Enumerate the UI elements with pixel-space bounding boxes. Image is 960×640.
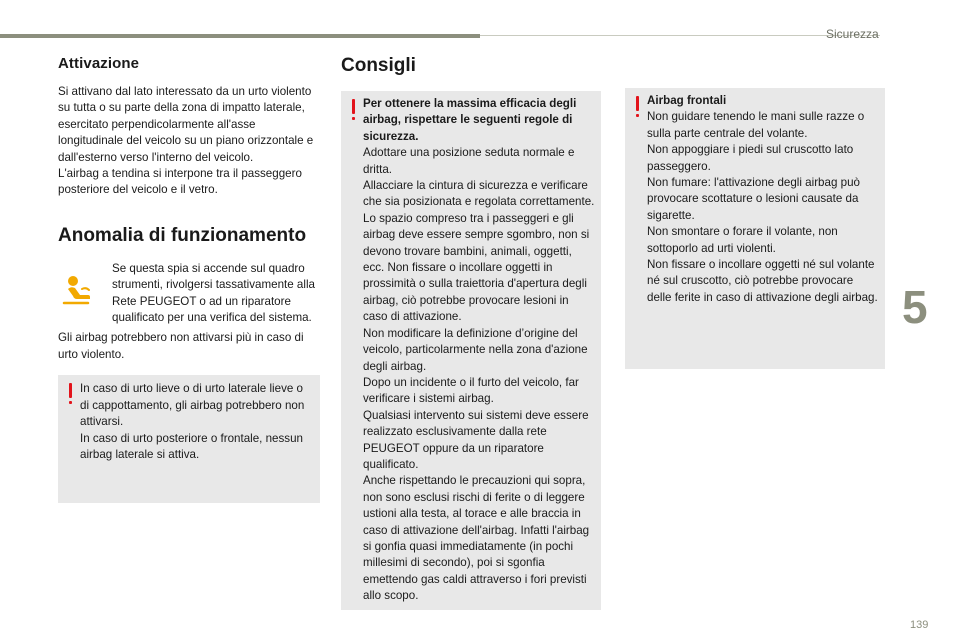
advice-title: Consigli	[341, 55, 416, 76]
advice-box1-line: Non modificare la definizione d’origine del veicolo, particolarmente nella zona d'azione degli airbag.	[363, 326, 588, 373]
advice-box1-line: Allacciare la cintura di sicurezza e verificare che sia posizionata e regolata correttamente.	[363, 179, 595, 209]
warning-light-block	[58, 261, 320, 327]
advice-box1-line: Dopo un incidente o il furto del veicolo, far verificare i sistemi airbag.	[363, 375, 579, 406]
airbag-warning-icon	[58, 273, 94, 309]
malfunction-warning-box	[58, 375, 320, 503]
advice-box1-line: Qualsiasi intervento sui sistemi deve essere realizzato esclusivamente dalla rete PEUGEOT oppure da un riparatore qualificato.	[363, 408, 589, 471]
advice-box1-line: Adottare una posizione seduta normale e dritta.	[363, 146, 575, 176]
advice-box1-line: Lo spazio compreso tra i passeggeri e gli airbag deve essere sempre sgombro, non si devono trovare bambini, animali, oggetti, ecc. Non fissare o incollare oggetti in prossimità o sulla traiettoria d'apertura degli airbag, ciò potrebbe provocare lesioni in caso di attivazione.	[363, 211, 590, 324]
malfunction-box-text-2: In caso di urto posteriore o frontale, nessun airbag laterale si attiva.	[80, 431, 303, 461]
activation-title: Attivazione	[58, 55, 140, 72]
exclamation-icon	[66, 383, 74, 405]
advice-box1-heading: Per ottenere la massima efficacia degli airbag, rispettare le seguenti regole di sicurezza.	[363, 97, 577, 143]
malfunction-text: Gli airbag potrebbero non attivarsi più in caso di urto violento.	[58, 331, 304, 361]
advice-box2-line: Non appoggiare i piedi sul cruscotto lato passeggero.	[647, 143, 854, 173]
activation-text: Si attivano dal lato interessato da un urto violento su tutta o su parte della zona di impatto laterale, esercitato perpendicolarmente all'asse longitudinale del veicolo su un piano orizzontale e dall'esterno verso l'interno del veicolo.	[58, 85, 314, 164]
advice-box2-heading: Airbag frontali	[647, 94, 727, 107]
chapter-number: 5	[902, 281, 928, 333]
exclamation-icon	[349, 99, 357, 121]
advice-box2-line: Non guidare tenendo le mani sulle razze o sulla parte centrale del volante.	[647, 110, 865, 140]
advice-box-frontal-airbags	[625, 88, 885, 369]
warning-light-text: Se questa spia si accende sul quadro strumenti, rivolgersi tassativamente alla Rete PEUGEOT o ad un riparatore qualificato per una verifica del sistema.	[112, 261, 315, 325]
advice-box1-line: Anche rispettando le precauzioni qui sopra, non sono esclusi rischi di ferite o di leggere ustioni alla testa, al torace e alle braccia in caso di attivazione dell'airbag. Infatti l'airbag si gonfia quasi immediatamente (in pochi millesimi di secondo), poi si sgonfia emettendo gas caldi attraverso i fori previsti allo scopo.	[363, 474, 590, 603]
advice-box2-line: Non smontare o forare il volante, non sottoporlo ad urti violenti.	[647, 225, 838, 255]
header-rule	[0, 34, 480, 38]
column-left	[58, 55, 320, 503]
header-rule-thin	[480, 35, 880, 36]
malfunction-box-text-1: In caso di urto lieve o di urto laterale lieve o di cappottamento, gli airbag potrebbero non attivarsi.	[80, 382, 305, 429]
column-middle	[341, 55, 601, 610]
advice-box2-line: Non fissare o incollare oggetti né sul volante né sul cruscotto, ciò potrebbe provocare delle ferite in caso di attivazione degli airbag.	[647, 258, 878, 304]
page-number: 139	[910, 619, 929, 631]
malfunction-title: Anomalia di funzionamento	[58, 224, 307, 246]
activation-text-2: L'airbag a tendina si interpone tra il passeggero posteriore del veicolo e il vetro.	[58, 167, 302, 197]
advice-box-general	[341, 91, 601, 610]
advice-box2-line: Non fumare: l'attivazione degli airbag può provocare scottature o lesioni causate da sigarette.	[647, 176, 860, 222]
section-label: Sicurezza	[826, 27, 879, 41]
exclamation-icon	[633, 96, 641, 118]
